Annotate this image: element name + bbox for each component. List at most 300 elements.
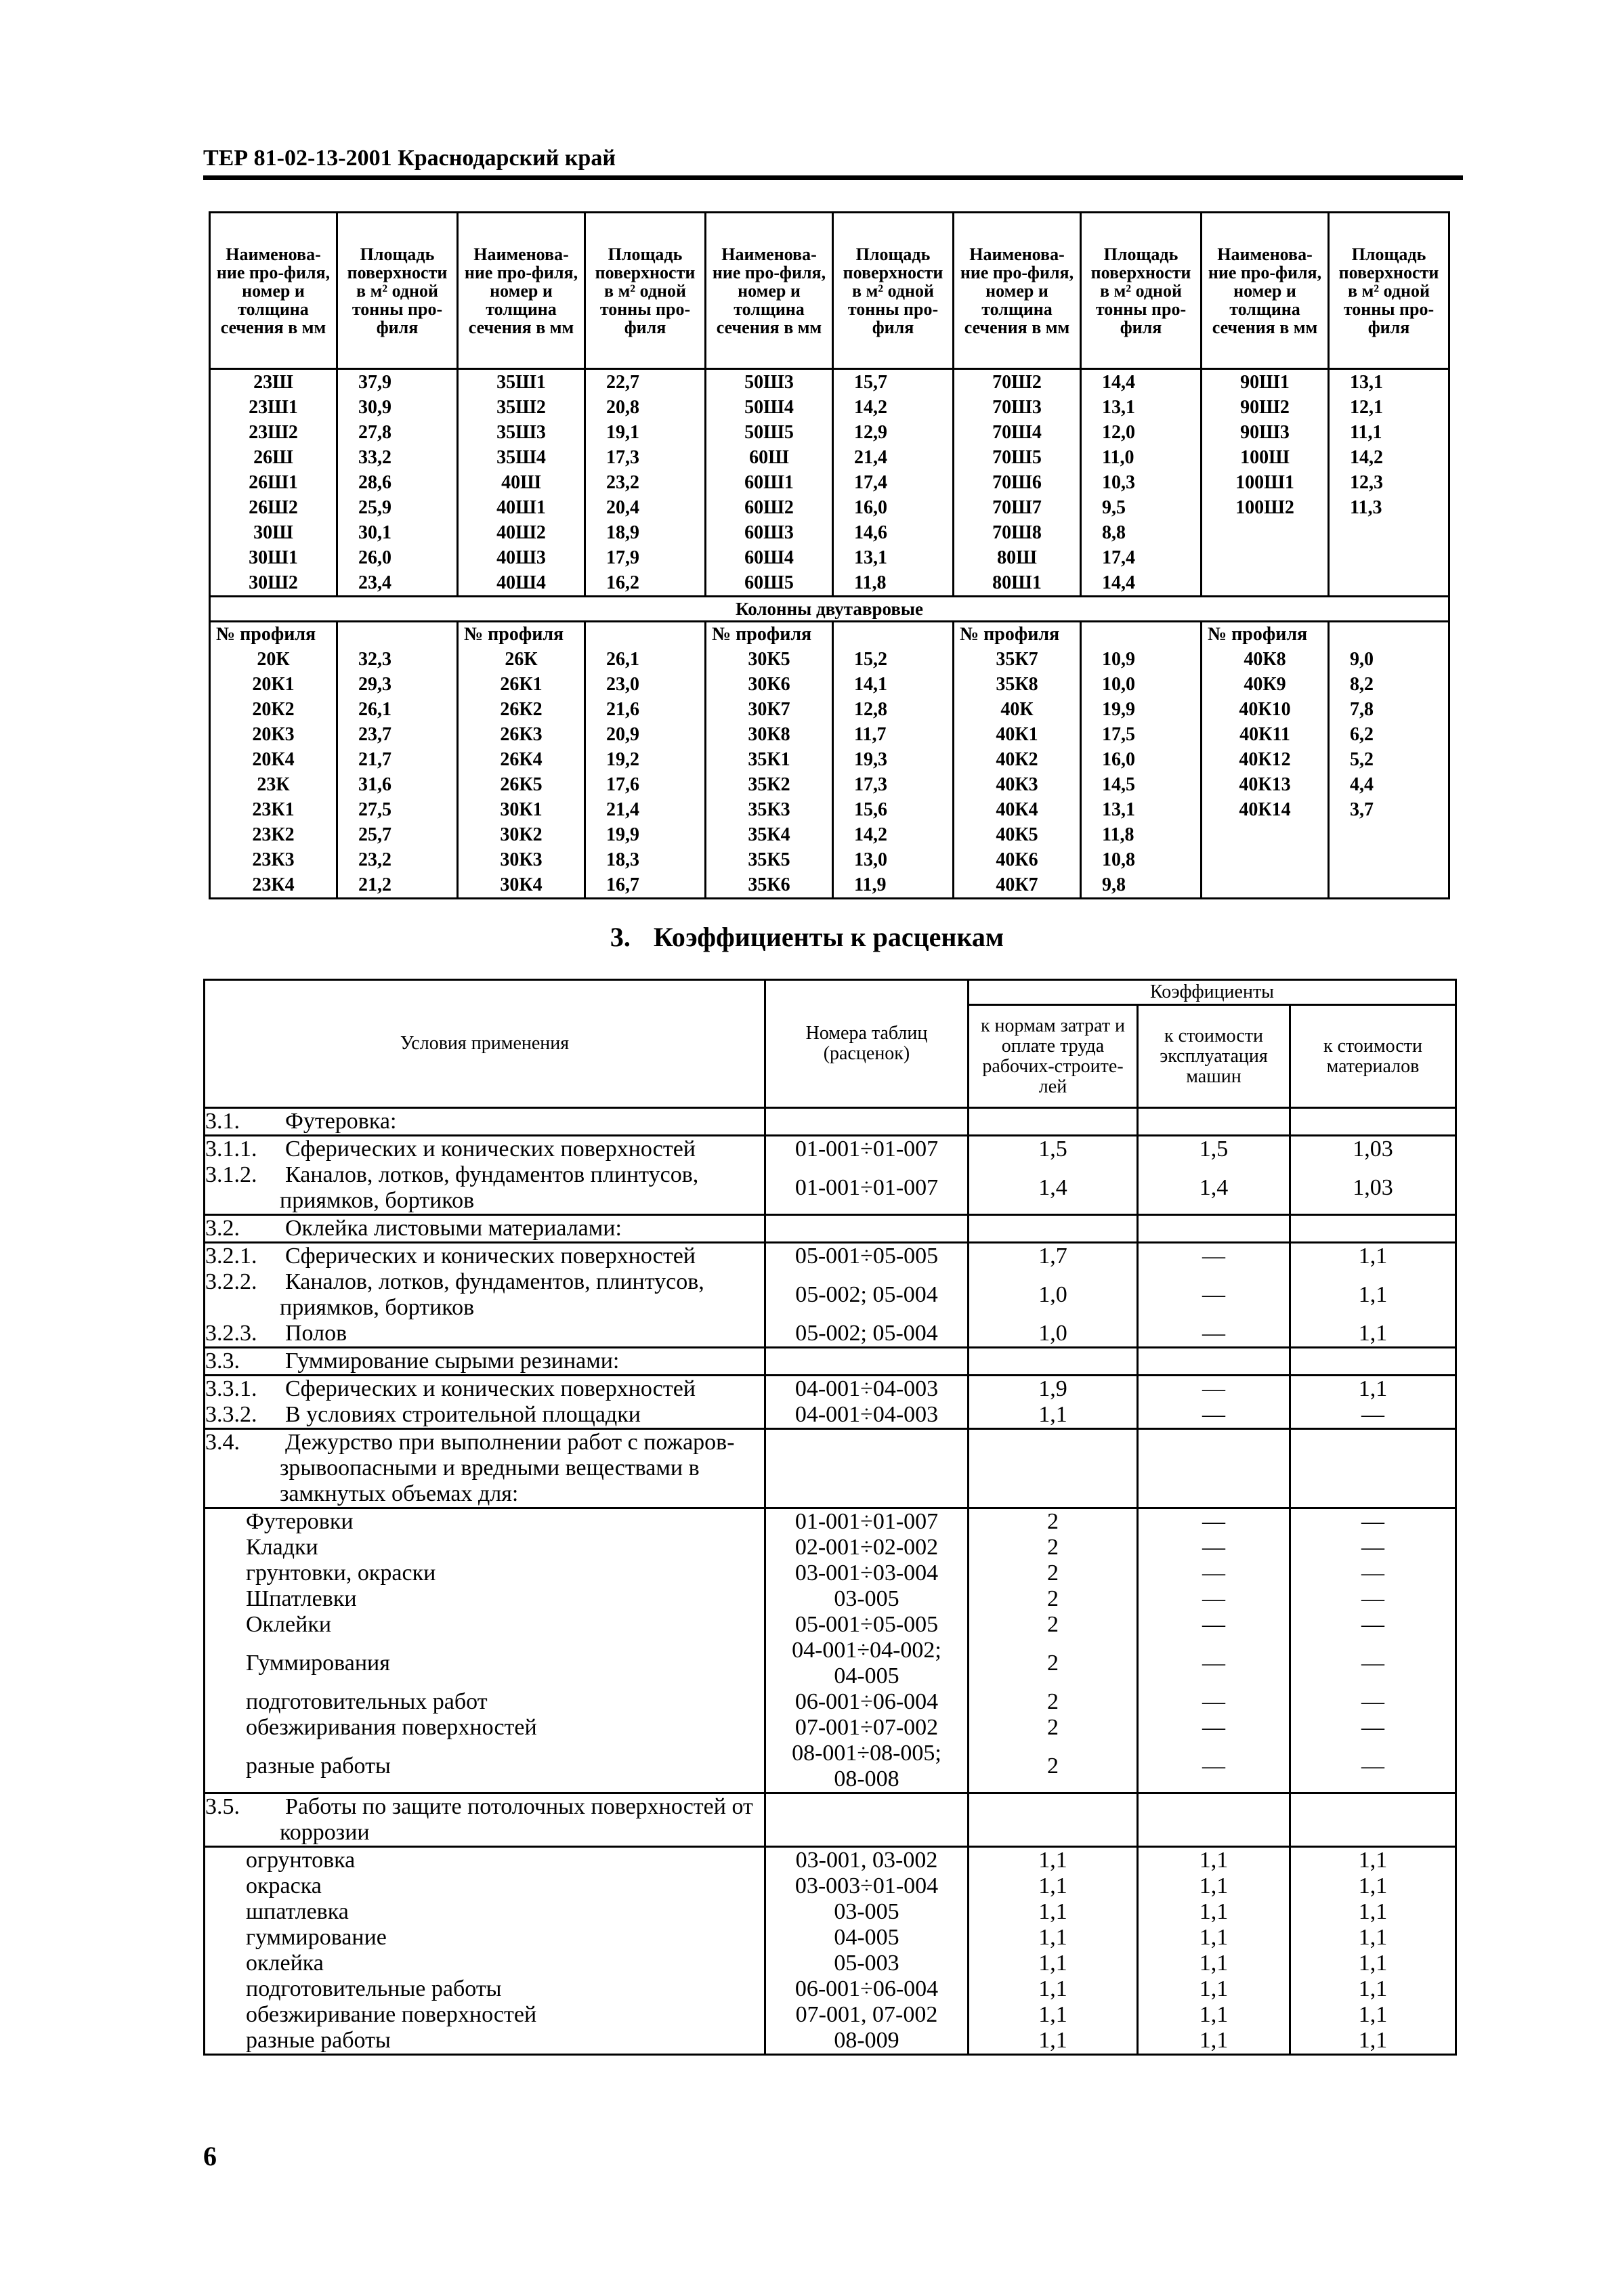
item-code: 3.2.1. (205, 1243, 257, 1269)
tables-cell (765, 1925, 969, 1951)
coef-labor: 1,4 (969, 1162, 1138, 1215)
tables-cell (765, 1535, 969, 1560)
page-header (203, 146, 1463, 180)
condition-cell (205, 1560, 765, 1586)
surface-area-cell (1329, 570, 1449, 597)
surface-area-cell: 23,2 (337, 847, 458, 872)
tables-value: 05-001÷05-005 (794, 1612, 939, 1637)
coef-row (205, 1638, 1456, 1689)
surface-area-cell: 21,4 (585, 797, 706, 822)
surface-area-cell: 8,8 (1081, 520, 1202, 545)
tables-cell (765, 1847, 969, 1874)
coef-materials: 1,03 (1290, 1162, 1456, 1215)
surface-area-cell: 5,2 (1329, 747, 1449, 772)
profile-name-cell: 40Ш (458, 470, 585, 495)
item-text: разные работы (246, 1753, 391, 1779)
profile-no-header-row (210, 622, 1449, 647)
condition-cell (205, 1269, 765, 1321)
coef-machines: — (1138, 1376, 1290, 1403)
profile-name-cell: 23Ш2 (210, 420, 337, 445)
coef-labor: 2 (969, 1508, 1138, 1535)
coef-row (205, 1951, 1456, 1976)
coef-labor: 2 (969, 1715, 1138, 1741)
header-materials: к стоимости материалов (1290, 1005, 1456, 1108)
tables-cell (765, 1951, 969, 1976)
item-text: Футеровки (246, 1509, 354, 1534)
profile-name-cell: 23К3 (210, 847, 337, 872)
coef-labor: 1,0 (969, 1321, 1138, 1348)
profile-name-cell: 70Ш4 (954, 420, 1081, 445)
profile-name-cell: 30К3 (458, 847, 585, 872)
section-number: 3. (610, 922, 631, 952)
profile-no-label: № профиля (954, 622, 1081, 647)
surface-area-cell: 27,8 (337, 420, 458, 445)
profile-name-cell: 40К5 (954, 822, 1081, 847)
condition-cell (205, 1612, 765, 1638)
coef-row (205, 1873, 1456, 1899)
coef-machines (1138, 1108, 1290, 1136)
surface-area-cell: 26,0 (337, 545, 458, 570)
coef-machines (1138, 1429, 1290, 1508)
profile-name-cell: 90Ш2 (1202, 395, 1329, 420)
tables-cell (765, 1215, 969, 1243)
profile-name-cell: 23К1 (210, 797, 337, 822)
profile-name-cell: 26К4 (458, 747, 585, 772)
coef-labor (969, 1108, 1138, 1136)
empty-cell (337, 622, 458, 647)
coef-materials (1290, 1348, 1456, 1376)
item-text: обезжиривания поверхностей (246, 1715, 537, 1740)
profile-name-cell (1202, 520, 1329, 545)
coef-row (205, 1560, 1456, 1586)
tables-value: 03-005 (834, 1586, 899, 1611)
condition-cell (205, 1899, 765, 1925)
item-text: Оклейка листовыми материалами: (285, 1216, 622, 1241)
coef-machines: 1,1 (1138, 1847, 1290, 1874)
coef-labor (969, 1348, 1138, 1376)
header-profile-name: Наименова-ние про-филя, номер и толщина сечения в мм (458, 213, 585, 369)
tables-value: 04-001÷04-003 (794, 1402, 939, 1427)
surface-area-cell: 15,6 (833, 797, 954, 822)
item-text: оклейка (246, 1951, 324, 1976)
surface-area-cell: 19,2 (585, 747, 706, 772)
table-row (210, 747, 1449, 772)
item-text: обезжиривание поверхностей (246, 2002, 537, 2027)
coef-labor: 1,1 (969, 1847, 1138, 1874)
condition-cell (205, 1638, 765, 1689)
coef-materials: 1,1 (1290, 1925, 1456, 1951)
coef-materials: — (1290, 1535, 1456, 1560)
surface-area-cell: 14,2 (833, 822, 954, 847)
coef-labor: 1,1 (969, 2002, 1138, 2028)
table-row (210, 647, 1449, 672)
profile-name-cell: 26К5 (458, 772, 585, 797)
tables-cell (765, 1899, 969, 1925)
coef-materials: 1,1 (1290, 1899, 1456, 1925)
coef-machines: 1,1 (1138, 1976, 1290, 2002)
tables-value: 06-001÷06-004 (794, 1689, 939, 1714)
profile-name-cell: 30К6 (706, 672, 833, 697)
profile-name-cell: 23К (210, 772, 337, 797)
tables-value: 02-001÷02-002 (794, 1535, 939, 1560)
tables-cell (765, 1321, 969, 1348)
profile-name-cell: 40К (954, 697, 1081, 722)
tables-cell (765, 1243, 969, 1270)
item-text: В условиях строительной площадки (285, 1402, 641, 1427)
coef-machines: — (1138, 1715, 1290, 1741)
surface-area-cell: 11,3 (1329, 495, 1449, 520)
tables-value: 03-005 (834, 1899, 899, 1924)
coef-row (205, 1136, 1456, 1163)
condition-cell (205, 1162, 765, 1215)
header-coefficients: Коэффициенты (969, 980, 1456, 1005)
tables-value-cont: 04-005 (834, 1663, 899, 1688)
header-profile-name: Наименова-ние про-филя, номер и толщина сечения в мм (706, 213, 833, 369)
coef-row (205, 1243, 1456, 1270)
profile-name-cell: 30К5 (706, 647, 833, 672)
coef-labor: 2 (969, 1612, 1138, 1638)
profile-no-label: № профиля (210, 622, 337, 647)
profile-name-cell: 40Ш2 (458, 520, 585, 545)
tables-cell (765, 2002, 969, 2028)
coef-row (205, 1976, 1456, 2002)
profile-name-cell: 26Ш2 (210, 495, 337, 520)
section-title-text: Коэффициенты к расценкам (653, 922, 1004, 952)
surface-area-cell: 21,6 (585, 697, 706, 722)
condition-cell (205, 1136, 765, 1163)
tables-cell (765, 1429, 969, 1508)
item-code: 3.3. (205, 1348, 240, 1374)
coef-machines: 1,1 (1138, 1925, 1290, 1951)
coef-materials: 1,1 (1290, 1243, 1456, 1270)
tables-value: 01-001÷01-007 (794, 1175, 939, 1200)
coef-labor: 2 (969, 1638, 1138, 1689)
condition-cell (205, 1847, 765, 1874)
surface-area-cell: 16,2 (585, 570, 706, 597)
profile-name-cell: 26Ш (210, 445, 337, 470)
tables-cell (765, 1689, 969, 1715)
coef-row (205, 1847, 1456, 1874)
surface-area-cell (1329, 822, 1449, 847)
surface-area-cell: 25,9 (337, 495, 458, 520)
profile-name-cell: 26К2 (458, 697, 585, 722)
empty-cell (585, 622, 706, 647)
condition-cell (205, 1976, 765, 2002)
coef-row (205, 1348, 1456, 1376)
profile-name-cell: 30К4 (458, 872, 585, 899)
surface-area-cell: 26,1 (337, 697, 458, 722)
tables-value: 05-001÷05-005 (794, 1243, 939, 1269)
condition-cell (205, 1586, 765, 1612)
tables-cell (765, 2028, 969, 2055)
surface-area-cell: 28,6 (337, 470, 458, 495)
profile-name-cell: 60Ш3 (706, 520, 833, 545)
profile-table-header-row (210, 213, 1449, 369)
profile-name-cell: 26К (458, 647, 585, 672)
section-label: Колонны двутавровые (210, 597, 1449, 622)
profile-name-cell: 20К1 (210, 672, 337, 697)
profile-name-cell: 20К (210, 647, 337, 672)
coef-header-row-1 (205, 980, 1456, 1005)
profile-name-cell: 80Ш (954, 545, 1081, 570)
coef-materials: 1,1 (1290, 1321, 1456, 1348)
table-row (210, 420, 1449, 445)
tables-value: 05-002; 05-004 (795, 1321, 938, 1346)
coef-materials: — (1290, 1612, 1456, 1638)
profile-name-cell: 23К2 (210, 822, 337, 847)
surface-area-cell: 30,9 (337, 395, 458, 420)
coef-table-body (205, 1108, 1456, 2055)
tables-value: 06-001÷06-004 (794, 1976, 939, 2001)
profile-no-label: № профиля (458, 622, 585, 647)
profile-name-cell: 50Ш4 (706, 395, 833, 420)
header-labor: к нормам затрат и оплате труда рабочих-строите-лей (969, 1005, 1138, 1108)
item-text: Полов (285, 1321, 347, 1346)
profile-name-cell (1202, 545, 1329, 570)
condition-cell (205, 1376, 765, 1403)
profile-name-cell: 23Ш1 (210, 395, 337, 420)
profile-name-cell: 23К4 (210, 872, 337, 899)
surface-area-cell: 12,8 (833, 697, 954, 722)
condition-cell (205, 1793, 765, 1847)
coef-machines (1138, 1793, 1290, 1847)
profile-name-cell: 50Ш3 (706, 369, 833, 396)
profile-name-cell: 70Ш3 (954, 395, 1081, 420)
profile-name-cell: 60Ш (706, 445, 833, 470)
surface-area-cell: 12,9 (833, 420, 954, 445)
coef-labor: 1,1 (969, 1976, 1138, 2002)
condition-cell (205, 1429, 765, 1508)
surface-area-cell: 20,9 (585, 722, 706, 747)
surface-area-cell: 17,4 (833, 470, 954, 495)
surface-area-cell: 13,1 (833, 545, 954, 570)
condition-cell (205, 2028, 765, 2055)
tables-cell (765, 1612, 969, 1638)
item-text: Дежурство при выполнении работ с пожаров- (285, 1430, 735, 1455)
surface-area-cell: 13,1 (1081, 797, 1202, 822)
profile-name-cell: 100Ш2 (1202, 495, 1329, 520)
coef-materials: — (1290, 1715, 1456, 1741)
profile-name-cell: 40К9 (1202, 672, 1329, 697)
condition-cell (205, 1925, 765, 1951)
surface-area-cell: 11,9 (833, 872, 954, 899)
item-text: Футеровка: (285, 1109, 397, 1134)
coef-labor: 1,1 (969, 1899, 1138, 1925)
profile-name-cell: 35К3 (706, 797, 833, 822)
surface-area-cell: 10,8 (1081, 847, 1202, 872)
coef-machines: — (1138, 1586, 1290, 1612)
item-text-cont: замкнутых объемах для: (280, 1481, 519, 1506)
surface-area-cell (1329, 872, 1449, 899)
table-row (210, 395, 1449, 420)
condition-cell (205, 1873, 765, 1899)
condition-cell (205, 1535, 765, 1560)
coef-machines: — (1138, 1508, 1290, 1535)
tables-value: 03-003÷01-004 (794, 1873, 939, 1898)
surface-area-cell: 11,7 (833, 722, 954, 747)
item-text: Оклейки (246, 1612, 332, 1637)
coef-row (205, 1108, 1456, 1136)
surface-area-cell: 6,2 (1329, 722, 1449, 747)
surface-area-cell: 14,2 (833, 395, 954, 420)
surface-area-cell: 30,1 (337, 520, 458, 545)
profile-name-cell: 40К11 (1202, 722, 1329, 747)
profile-name-cell: 40К6 (954, 847, 1081, 872)
table-row (210, 520, 1449, 545)
item-text: огрунтовка (246, 1848, 356, 1873)
profile-name-cell: 40Ш3 (458, 545, 585, 570)
item-code: 3.2. (205, 1216, 240, 1241)
item-code: 3.2.3. (205, 1321, 257, 1346)
profile-table-body-shvellers (210, 369, 1449, 597)
coef-row (205, 1321, 1456, 1348)
tables-value: 04-005 (834, 1925, 899, 1950)
item-code: 3.1.2. (205, 1162, 257, 1187)
profile-name-cell: 23Ш (210, 369, 337, 396)
profile-name-cell: 70Ш6 (954, 470, 1081, 495)
surface-area-cell: 17,5 (1081, 722, 1202, 747)
surface-area-cell: 33,2 (337, 445, 458, 470)
surface-area-cell: 11,8 (1081, 822, 1202, 847)
profile-name-cell: 70Ш2 (954, 369, 1081, 396)
surface-area-cell: 29,3 (337, 672, 458, 697)
coef-machines: — (1138, 1321, 1290, 1348)
coef-machines: — (1138, 1638, 1290, 1689)
tables-value: 05-002; 05-004 (795, 1282, 938, 1307)
surface-area-cell (1329, 545, 1449, 570)
tables-cell (765, 1402, 969, 1429)
profile-name-cell: 35К7 (954, 647, 1081, 672)
table-row (210, 369, 1449, 396)
coef-machines: — (1138, 1243, 1290, 1270)
tables-value: 05-003 (834, 1951, 899, 1976)
coef-labor: 2 (969, 1560, 1138, 1586)
profile-name-cell: 50Ш5 (706, 420, 833, 445)
coef-labor: 2 (969, 1741, 1138, 1793)
surface-area-cell: 14,4 (1081, 570, 1202, 597)
header-surface-area: Площадь поверхности в м² одной тонны про-филя (585, 213, 706, 369)
profile-name-cell: 35Ш4 (458, 445, 585, 470)
surface-area-cell: 14,4 (1081, 369, 1202, 396)
coef-materials: — (1290, 1508, 1456, 1535)
coef-labor (969, 1215, 1138, 1243)
profile-name-cell: 60Ш4 (706, 545, 833, 570)
header-profile-name: Наименова-ние про-филя, номер и толщина сечения в мм (210, 213, 337, 369)
coef-materials: — (1290, 1402, 1456, 1429)
profile-name-cell: 100Ш (1202, 445, 1329, 470)
condition-cell (205, 1402, 765, 1429)
tables-cell (765, 1269, 969, 1321)
tables-cell (765, 1638, 969, 1689)
header-surface-area: Площадь поверхности в м² одной тонны про-филя (1329, 213, 1449, 369)
surface-area-cell: 16,0 (833, 495, 954, 520)
item-text: гуммирование (246, 1925, 387, 1950)
tables-cell (765, 1162, 969, 1215)
surface-area-cell: 19,9 (1081, 697, 1202, 722)
table-row (210, 772, 1449, 797)
coefficients-table (203, 979, 1457, 2056)
profile-name-cell: 35К5 (706, 847, 833, 872)
tables-cell (765, 1348, 969, 1376)
item-text: шпатлевка (246, 1899, 349, 1924)
table-row (210, 545, 1449, 570)
item-code: 3.4. (205, 1430, 240, 1455)
surface-area-cell: 16,7 (585, 872, 706, 899)
tables-value: 07-001÷07-002 (794, 1715, 939, 1740)
table-row (210, 570, 1449, 597)
surface-area-cell: 17,4 (1081, 545, 1202, 570)
coef-machines: 1,1 (1138, 2028, 1290, 2055)
surface-area-cell: 15,2 (833, 647, 954, 672)
profile-name-cell: 30Ш (210, 520, 337, 545)
surface-area-cell: 17,3 (833, 772, 954, 797)
coef-labor: 1,0 (969, 1269, 1138, 1321)
coef-labor: 1,1 (969, 2028, 1138, 2055)
item-code: 3.2.2. (205, 1269, 257, 1294)
coef-row (205, 1402, 1456, 1429)
profile-name-cell: 40Ш1 (458, 495, 585, 520)
coef-materials (1290, 1215, 1456, 1243)
surface-area-cell: 4,4 (1329, 772, 1449, 797)
tables-value: 08-009 (834, 2028, 899, 2053)
table-row (210, 445, 1449, 470)
profile-name-cell: 30К7 (706, 697, 833, 722)
profile-name-cell (1202, 570, 1329, 597)
coef-machines: — (1138, 1612, 1290, 1638)
condition-cell (205, 1951, 765, 1976)
item-text: разные работы (246, 2028, 391, 2053)
item-text: Сферических и конических поверхностей (285, 1376, 696, 1401)
coef-row (205, 1899, 1456, 1925)
condition-cell (205, 1108, 765, 1136)
table-row (210, 697, 1449, 722)
coef-labor: 1,7 (969, 1243, 1138, 1270)
tables-value: 04-001÷04-002; (792, 1638, 941, 1663)
coef-machines: — (1138, 1741, 1290, 1793)
condition-cell (205, 1715, 765, 1741)
coef-row (205, 1715, 1456, 1741)
condition-cell (205, 1215, 765, 1243)
profile-name-cell: 35К2 (706, 772, 833, 797)
coef-machines: — (1138, 1402, 1290, 1429)
coef-row (205, 1429, 1456, 1508)
profile-name-cell: 40К2 (954, 747, 1081, 772)
profile-name-cell: 40К10 (1202, 697, 1329, 722)
table-row (210, 722, 1449, 747)
coef-machines: — (1138, 1535, 1290, 1560)
profile-name-cell: 35К8 (954, 672, 1081, 697)
surface-area-cell: 13,0 (833, 847, 954, 872)
coef-labor: 1,9 (969, 1376, 1138, 1403)
coef-machines: 1,1 (1138, 2002, 1290, 2028)
profile-name-cell: 100Ш1 (1202, 470, 1329, 495)
table-row (210, 797, 1449, 822)
surface-area-cell: 11,8 (833, 570, 954, 597)
profile-name-cell: 35К1 (706, 747, 833, 772)
surface-area-cell: 12,3 (1329, 470, 1449, 495)
tables-cell (765, 1873, 969, 1899)
profile-name-cell: 35К4 (706, 822, 833, 847)
item-text: Каналов, лотков, фундаментов, плинтусов, (285, 1269, 704, 1294)
tables-cell (765, 1508, 969, 1535)
coef-row (205, 1535, 1456, 1560)
coef-materials: 1,1 (1290, 2028, 1456, 2055)
item-text: Каналов, лотков, фундаментов плинтусов, (285, 1162, 699, 1187)
item-text: Сферических и конических поверхностей (285, 1136, 696, 1162)
profile-name-cell: 70Ш8 (954, 520, 1081, 545)
surface-area-cell: 17,9 (585, 545, 706, 570)
profile-name-cell: 40К3 (954, 772, 1081, 797)
